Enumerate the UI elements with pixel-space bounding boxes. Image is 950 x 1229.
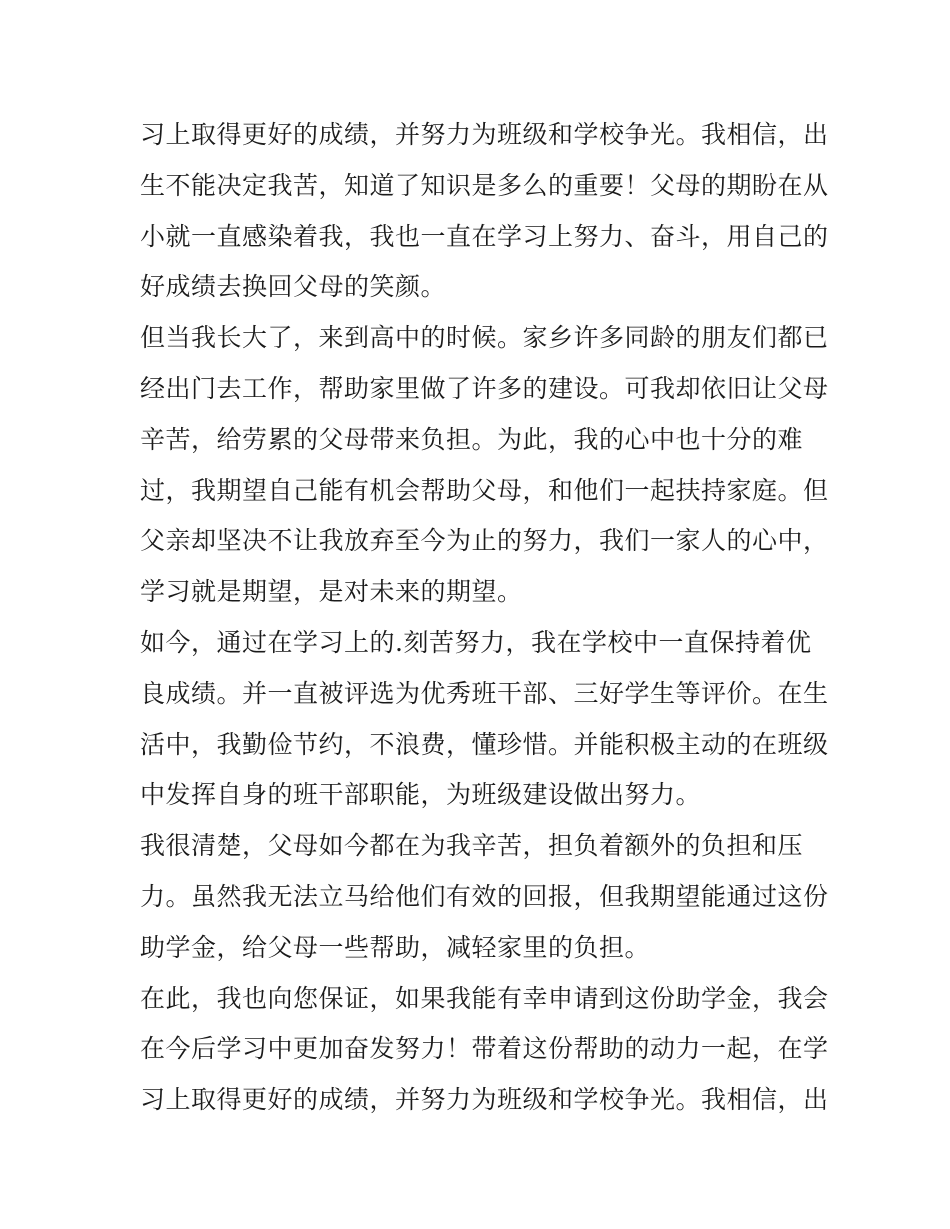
text-line: 在此，我也向您保证，如果我能有幸申请到这份助学金，我会 <box>140 983 829 1013</box>
text-line: 父亲却坚决不让我放弃至今为止的努力，我们一家人的心中， <box>140 526 829 556</box>
text-line: 过，我期望自己能有机会帮助父母，和他们一起扶持家庭。但 <box>140 475 829 505</box>
text-line: 辛苦，给劳累的父母带来负担。为此，我的心中也十分的难 <box>140 424 804 454</box>
text-line: 经出门去工作，帮助家里做了许多的建设。可我却依旧让父母 <box>140 373 829 403</box>
text-line: 学习就是期望，是对未来的期望。 <box>140 577 523 607</box>
text-line: 但当我长大了，来到高中的时候。家乡许多同龄的朋友们都已 <box>140 323 829 353</box>
text-line: 如今，通过在学习上的.刻苦努力，我在学校中一直保持着优 <box>140 627 812 657</box>
text-line: 习上取得更好的成绩，并努力为班级和学校争光。我相信，出 <box>140 1085 829 1115</box>
text-line: 良成绩。并一直被评选为优秀班干部、三好学生等评价。在生 <box>140 678 829 708</box>
text-line: 小就一直感染着我，我也一直在学习上努力、奋斗，用自己的 <box>140 221 829 251</box>
text-line: 我很清楚，父母如今都在为我辛苦，担负着额外的负担和压 <box>140 831 804 861</box>
text-line: 中发挥自身的班干部职能，为班级建设做出努力。 <box>140 780 702 810</box>
text-line: 活中，我勤俭节约，不浪费，懂珍惜。并能积极主动的在班级 <box>140 729 829 759</box>
text-line: 好成绩去换回父母的笑颜。 <box>140 272 447 302</box>
text-line: 力。虽然我无法立马给他们有效的回报，但我期望能通过这份 <box>140 881 829 911</box>
text-line: 习上取得更好的成绩，并努力为班级和学校争光。我相信，出 <box>140 120 829 149</box>
text-line: 助学金，给父母一些帮助，减轻家里的负担。 <box>140 932 651 962</box>
text-line: 在今后学习中更加奋发努力！带着这份帮助的动力一起，在学 <box>140 1034 829 1064</box>
text-line: 生不能决定我苦，知道了知识是多么的重要！父母的期盼在从 <box>140 170 829 200</box>
document-body <box>140 110 829 1126</box>
